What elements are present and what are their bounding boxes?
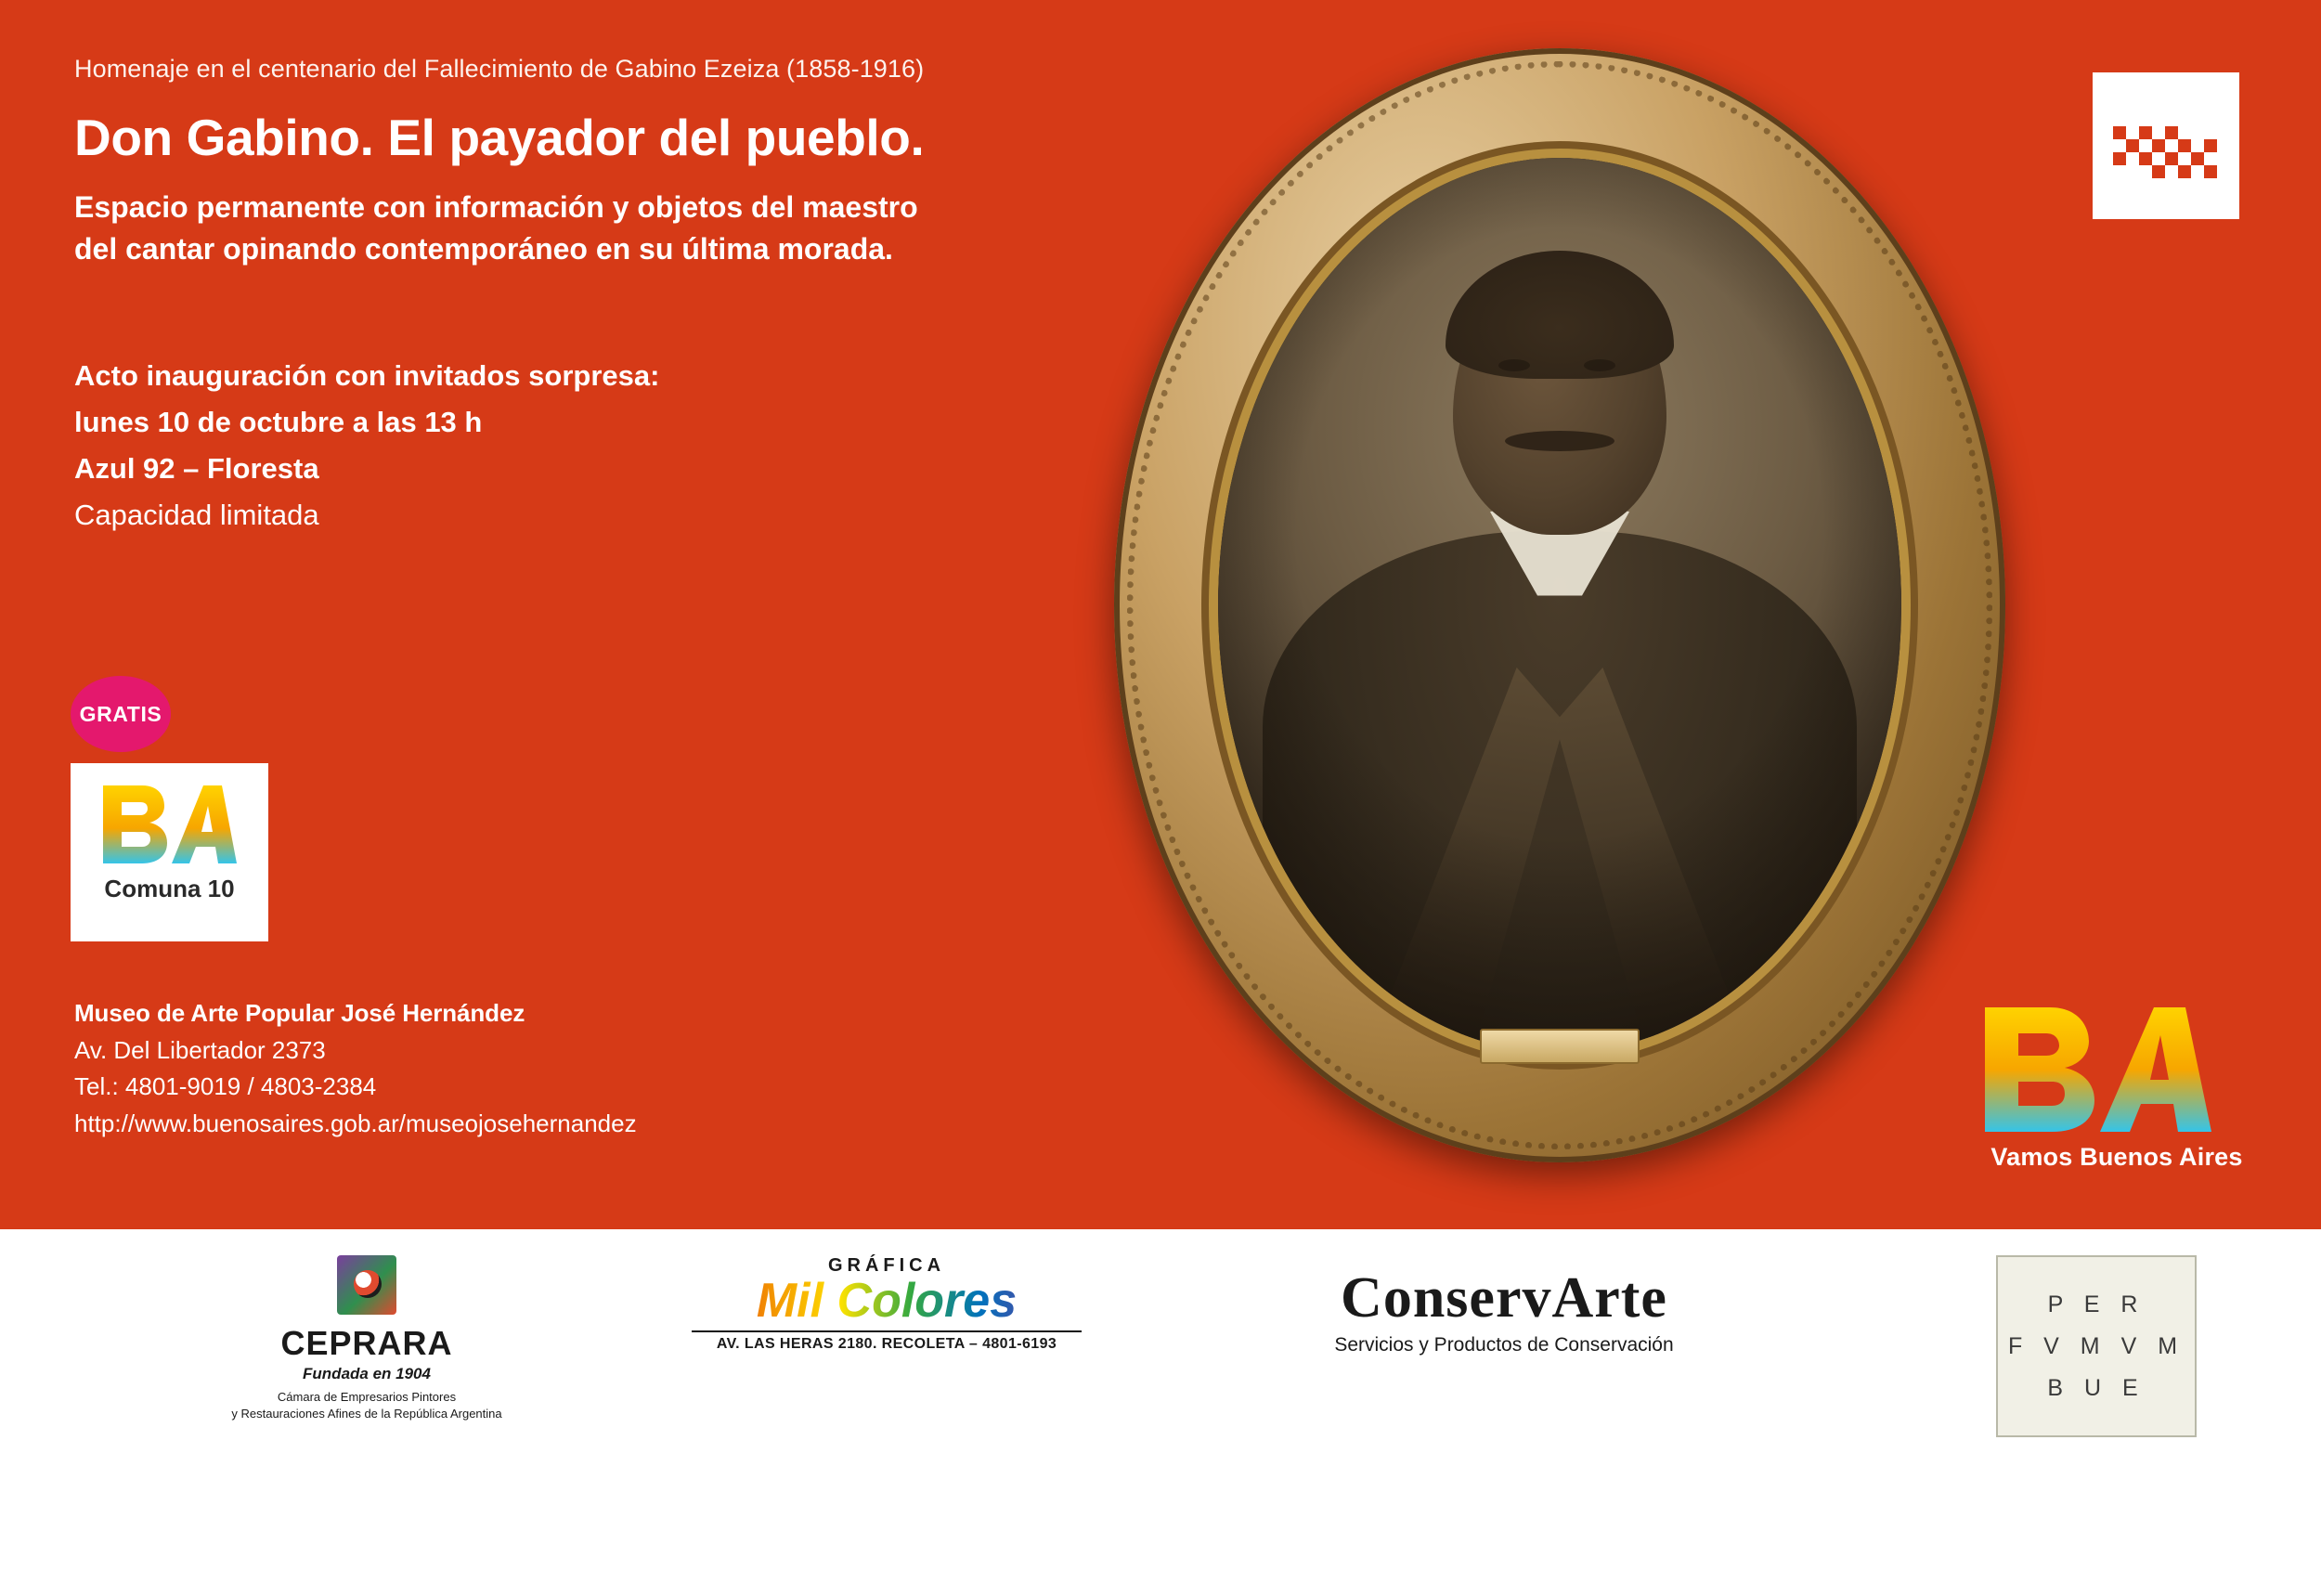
page-title: Don Gabino. El payador del pueblo. bbox=[74, 109, 925, 167]
portrait-gabino-ezeiza bbox=[1096, 48, 2024, 1181]
museum-website[interactable]: http://www.buenosaires.gob.ar/museojosehernandez bbox=[74, 1109, 637, 1137]
sponsor-strip bbox=[0, 1229, 2321, 1596]
event-date: lunes 10 de octubre a las 13 h bbox=[74, 405, 483, 438]
perfumum-line2: F V M V M bbox=[2007, 1332, 2185, 1359]
conservarte-name: ConservArte bbox=[1341, 1266, 1667, 1330]
ceprara-legal-line1: Cámara de Empresarios Pintores bbox=[277, 1390, 457, 1404]
poster-kicker: Homenaje en el centenario del Fallecimiento de Gabino Ezeiza (1858-1916) bbox=[74, 55, 925, 83]
event-place: Azul 92 – Floresta bbox=[74, 452, 319, 486]
event-capacity: Capacidad limitada bbox=[74, 499, 319, 532]
frame-plaque bbox=[1480, 1029, 1640, 1064]
ba-comuna-label: Comuna 10 bbox=[104, 875, 235, 902]
portrait-inner-ring bbox=[1218, 158, 1901, 1053]
ceprara-name: CEPRARA bbox=[280, 1324, 453, 1362]
poster-subtitle-line1: Espacio permanente con información y objetos del maestro bbox=[74, 189, 918, 224]
event-details bbox=[74, 353, 1170, 539]
mil-colores-name: Mil Colores bbox=[692, 1277, 1082, 1325]
gratis-label: GRATIS bbox=[79, 701, 162, 726]
gratis-badge bbox=[71, 676, 171, 752]
poster-text-column bbox=[74, 54, 1170, 539]
ba-logo-large-icon bbox=[1977, 1000, 2256, 1137]
museum-contact bbox=[74, 995, 637, 1142]
museum-phone: Tel.: 4801-9019 / 4803-2384 bbox=[74, 1072, 377, 1101]
perfumum-line3: B U E bbox=[2047, 1374, 2146, 1401]
ba-vamos-buenos-aires-logo bbox=[1964, 1000, 2270, 1172]
mil-colores-address: AV. LAS HERAS 2180. RECOLETA – 4801-6193 bbox=[692, 1330, 1082, 1353]
event-heading: Acto inauguración con invitados sorpresa: bbox=[74, 358, 660, 392]
sponsor-grafica-mil-colores bbox=[692, 1255, 1082, 1353]
sponsor-ceprara bbox=[172, 1255, 562, 1421]
sponsor-conservarte bbox=[1244, 1268, 1764, 1356]
ba-comuna-logo bbox=[71, 763, 268, 941]
photo-vignette bbox=[1218, 158, 1901, 1053]
portrait-photo bbox=[1218, 158, 1901, 1053]
perfumum-bue-logo bbox=[1996, 1255, 2197, 1437]
sponsor-perfumum-bue bbox=[1996, 1255, 2197, 1437]
perfumum-line1: P E R bbox=[2047, 1291, 2146, 1317]
poster-subtitle-line2: del cantar opinando contemporáneo en su última morada. bbox=[74, 232, 893, 266]
museum-name: Museo de Arte Popular José Hernández bbox=[74, 999, 525, 1027]
grafica-label: GRÁFICA bbox=[827, 1255, 946, 1276]
conservarte-tagline: Servicios y Productos de Conservación bbox=[1334, 1334, 1674, 1356]
ba-vamos-slogan: Vamos Buenos Aires bbox=[1990, 1143, 2243, 1171]
ceprara-logo-icon bbox=[337, 1255, 396, 1315]
portrait-frame bbox=[1114, 48, 2005, 1162]
ba-logo-icon bbox=[99, 780, 240, 867]
ceprara-legal-line2: y Restauraciones Afines de la República Argentina bbox=[231, 1406, 502, 1421]
ceprara-founded: Fundada en 1904 bbox=[303, 1365, 431, 1382]
museum-address: Av. Del Libertador 2373 bbox=[74, 1035, 326, 1064]
pixel-logo-icon bbox=[2093, 72, 2239, 219]
